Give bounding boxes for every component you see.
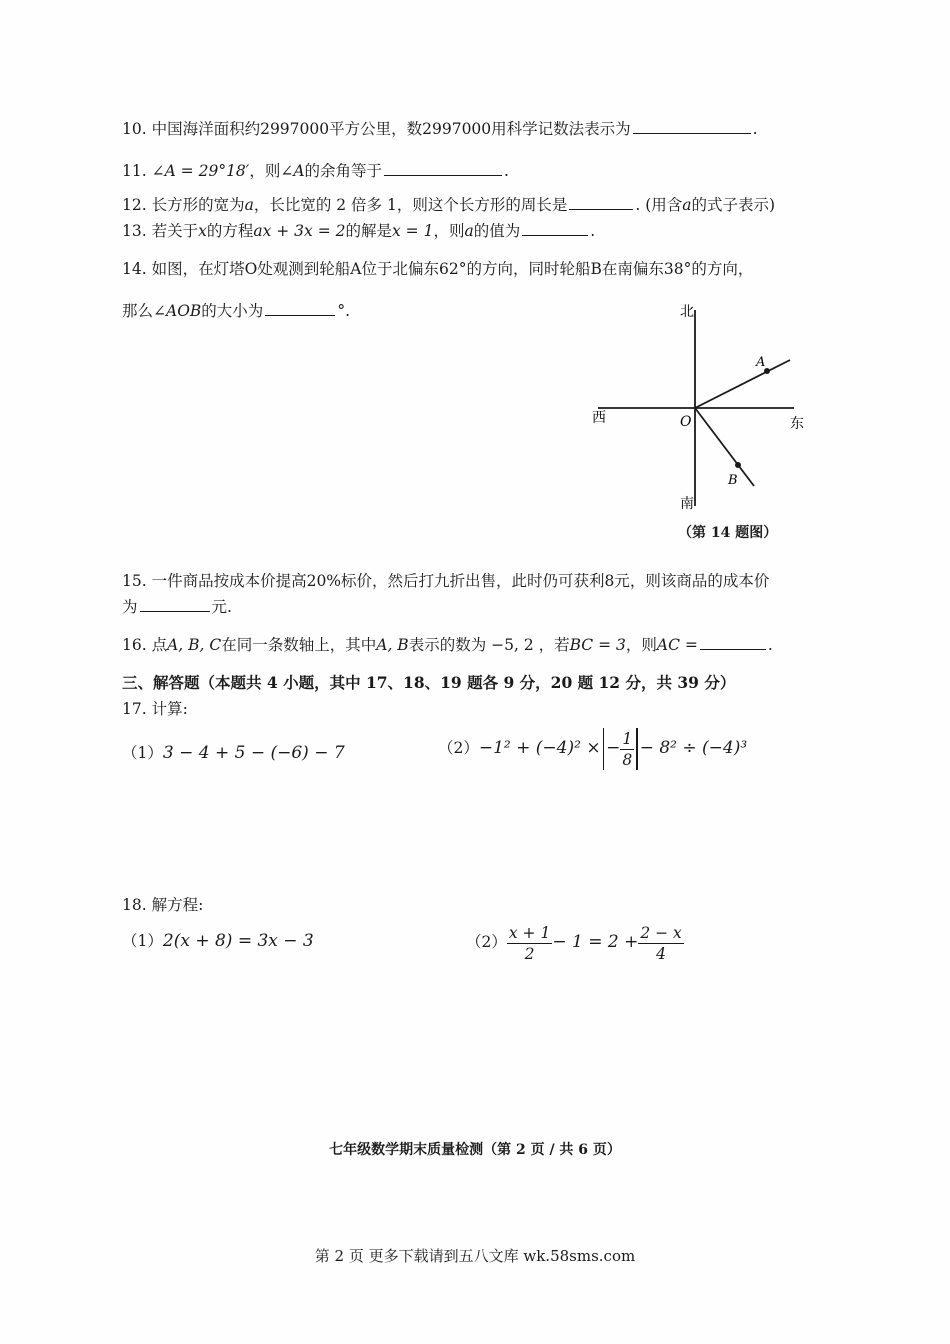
ray-ob bbox=[695, 408, 754, 486]
question-14-line1: 14. 如图，在灯塔O处观测到轮船A位于北偏东62°的方向，同时轮船B在南偏东38°的方向， bbox=[122, 260, 754, 278]
question-13: 13. 若关于x的方程ax + 3x = 2的解是x = 1，则a的值为 . bbox=[122, 222, 596, 240]
question-16: 16. 点A, B, C在同一条数轴上，其中A, B表示的数为 −5, 2 ，若BC = 3，则AC = . bbox=[122, 636, 773, 654]
question-14-line2: 那么∠AOB的大小为 °. bbox=[122, 302, 350, 320]
answer-blank[interactable] bbox=[700, 635, 766, 650]
answer-blank[interactable] bbox=[140, 597, 210, 612]
label-origin: O bbox=[680, 414, 692, 430]
question-15-line2: 为 元. bbox=[122, 598, 232, 616]
page-footer: 七年级数学期末质量检测（第 2 页 / 共 6 页） bbox=[329, 1142, 621, 1158]
fraction-x-plus-1-over-2: $\frac{x + 1}{2}$ bbox=[508, 923, 551, 963]
label-north: 北 bbox=[680, 304, 694, 320]
point-b-dot bbox=[735, 462, 741, 468]
fraction-one-eighth: $\frac{1}{8}$ bbox=[622, 729, 633, 769]
question-17-part2: （2）−1² + (−4)² × − $\frac{1}{8}$ − 8² ÷ (−4)³ bbox=[438, 729, 748, 769]
answer-blank[interactable] bbox=[633, 119, 751, 134]
label-east: 东 bbox=[790, 416, 804, 432]
question-12: 12. 长方形的宽为a，长比宽的 2 倍多 1，则这个长方形的周长是 . (用含a的式子表示) bbox=[122, 196, 776, 214]
question-18-title: 18. 解方程: bbox=[122, 896, 204, 914]
label-b: B bbox=[728, 473, 738, 488]
answer-blank[interactable] bbox=[384, 161, 502, 176]
answer-blank[interactable] bbox=[265, 301, 335, 316]
compass-figure bbox=[580, 296, 830, 522]
site-footer: 第 2 页 更多下载请到五八文库 wk.58sms.com bbox=[314, 1247, 636, 1265]
abs-bar-left bbox=[603, 728, 605, 770]
question-18-part2: （2） $\frac{x + 1}{2}$ − 1 = 2 + $\frac{2 - x}{4}$ bbox=[466, 923, 682, 963]
question-17-part1: （1）3 − 4 + 5 − (−6) − 7 bbox=[122, 743, 345, 763]
question-11: 11. ∠A = 29°18′，则∠A的余角等于 . bbox=[122, 162, 509, 180]
label-south: 南 bbox=[680, 496, 694, 512]
label-a: A bbox=[756, 355, 766, 370]
abs-bar-right bbox=[636, 728, 638, 770]
ray-oa bbox=[695, 360, 790, 408]
question-10: 10. 中国海洋面积约2997000平方公里，数2997000用科学记数法表示为 . bbox=[122, 120, 758, 138]
fraction-2-minus-x-over-4: $\frac{2 - x}{4}$ bbox=[640, 923, 682, 963]
question-18-part1: （1）2(x + 8) = 3x − 3 bbox=[122, 931, 314, 951]
question-15-line1: 15. 一件商品按成本价提高20%标价，然后打九折出售，此时仍可获利8元，则该商品的成本价 bbox=[122, 572, 770, 590]
answer-blank[interactable] bbox=[569, 195, 633, 210]
label-west: 西 bbox=[592, 410, 606, 426]
section-3-heading: 三、解答题（本题共 4 小题，其中 17、18、19 题各 9 分，20 题 12 分，共 39 分） bbox=[122, 673, 736, 692]
question-17-title: 17. 计算: bbox=[122, 700, 188, 718]
answer-blank[interactable] bbox=[522, 221, 588, 236]
figure-caption: （第 14 题图） bbox=[678, 525, 778, 541]
